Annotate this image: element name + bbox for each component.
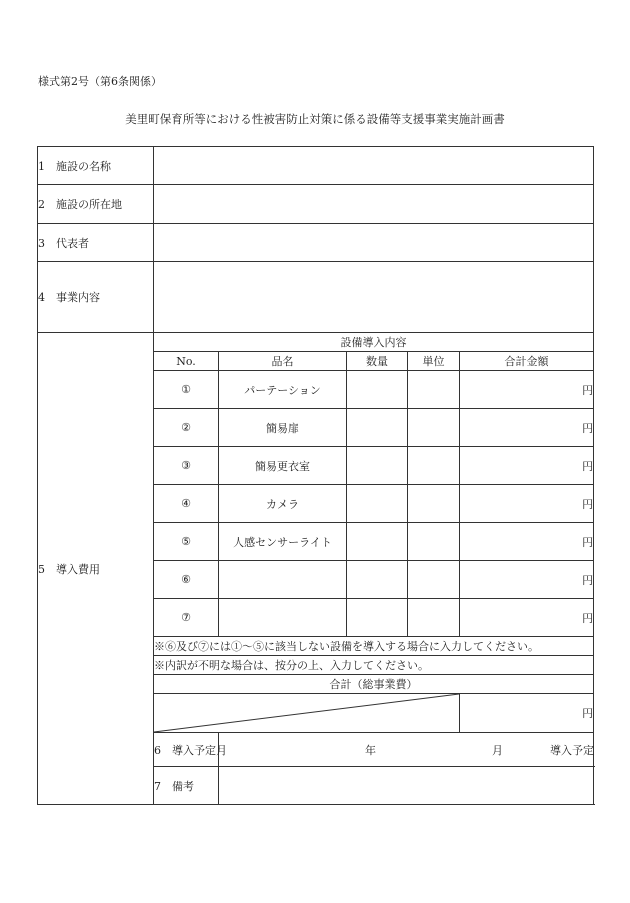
note-other-equipment: ※⑥及び⑦には①～⑤に該当しない設備を導入する場合に入力してください。	[154, 637, 594, 656]
item-no: ⑤	[154, 523, 219, 561]
planned-month-label: 6 導入予定月	[154, 733, 219, 767]
item-no: ⑦	[154, 599, 219, 637]
col-header-total-amount: 合計金額	[460, 352, 594, 371]
col-header-item-name: 品名	[219, 352, 347, 371]
item-no: ④	[154, 485, 219, 523]
business-content-label: 4 事業内容	[38, 262, 154, 333]
row-representative	[38, 224, 594, 262]
row-equipment-title	[38, 333, 594, 352]
item-amount-field[interactable]: 円	[460, 599, 594, 637]
planned-month-field[interactable]	[219, 733, 594, 767]
representative-field[interactable]	[154, 224, 594, 262]
equipment-section-title: 設備導入内容	[154, 333, 594, 352]
item-quantity-field[interactable]	[347, 371, 408, 409]
col-header-quantity: 数量	[347, 352, 408, 371]
facility-address-label: 2 施設の所在地	[38, 185, 154, 224]
item-amount-field[interactable]: 円	[460, 485, 594, 523]
item-name: パーテーション	[219, 371, 347, 409]
item-unit-field[interactable]	[408, 599, 460, 637]
item-name-field[interactable]	[219, 599, 347, 637]
item-quantity-field[interactable]	[347, 599, 408, 637]
total-label: 合計（総事業費）	[154, 675, 594, 694]
plan-suffix-label: 導入予定	[550, 743, 594, 757]
item-unit-field[interactable]	[408, 485, 460, 523]
plan-form-table	[37, 146, 594, 805]
item-name: 簡易扉	[219, 409, 347, 447]
item-quantity-field[interactable]	[347, 409, 408, 447]
diagonal-line	[154, 694, 459, 732]
item-amount-field[interactable]: 円	[460, 561, 594, 599]
note-breakdown: ※内訳が不明な場合は、按分の上、入力してください。	[154, 656, 594, 675]
col-header-unit: 単位	[408, 352, 460, 371]
form-number: 様式第2号（第6条関係）	[38, 75, 162, 88]
item-amount-field[interactable]: 円	[460, 371, 594, 409]
facility-address-field[interactable]	[154, 185, 594, 224]
item-unit-field[interactable]	[408, 447, 460, 485]
item-name: 簡易更衣室	[219, 447, 347, 485]
business-content-field[interactable]	[154, 262, 594, 333]
item-unit-field[interactable]	[408, 371, 460, 409]
item-amount-field[interactable]: 円	[460, 523, 594, 561]
plan-year-label: 年	[365, 743, 376, 757]
item-amount-field[interactable]: 円	[460, 447, 594, 485]
item-amount-field[interactable]: 円	[460, 409, 594, 447]
item-unit-field[interactable]	[408, 561, 460, 599]
remarks-field[interactable]	[219, 767, 594, 805]
item-quantity-field[interactable]	[347, 485, 408, 523]
planned-month-line	[219, 742, 593, 758]
item-no: ②	[154, 409, 219, 447]
item-quantity-field[interactable]	[347, 447, 408, 485]
total-diagonal-cell	[154, 694, 460, 733]
representative-label: 3 代表者	[38, 224, 154, 262]
item-no: ⑥	[154, 561, 219, 599]
cost-label: 5 導入費用	[38, 333, 154, 805]
item-name: 人感センサーライト	[219, 523, 347, 561]
item-no: ①	[154, 371, 219, 409]
col-header-no: No.	[154, 352, 219, 371]
remarks-label: 7 備考	[154, 767, 219, 805]
item-unit-field[interactable]	[408, 523, 460, 561]
item-name: カメラ	[219, 485, 347, 523]
item-no: ③	[154, 447, 219, 485]
item-quantity-field[interactable]	[347, 523, 408, 561]
facility-name-label: 1 施設の名称	[38, 147, 154, 185]
plan-month-label: 月	[492, 743, 503, 757]
item-unit-field[interactable]	[408, 409, 460, 447]
item-name-field[interactable]	[219, 561, 347, 599]
item-quantity-field[interactable]	[347, 561, 408, 599]
total-amount-field[interactable]: 円	[460, 694, 594, 733]
row-facility-name	[38, 147, 594, 185]
document-title: 美里町保育所等における性被害防止対策に係る設備等支援事業実施計画書	[125, 112, 505, 126]
facility-name-field[interactable]	[154, 147, 594, 185]
row-facility-address	[38, 185, 594, 224]
row-business-content	[38, 262, 594, 333]
